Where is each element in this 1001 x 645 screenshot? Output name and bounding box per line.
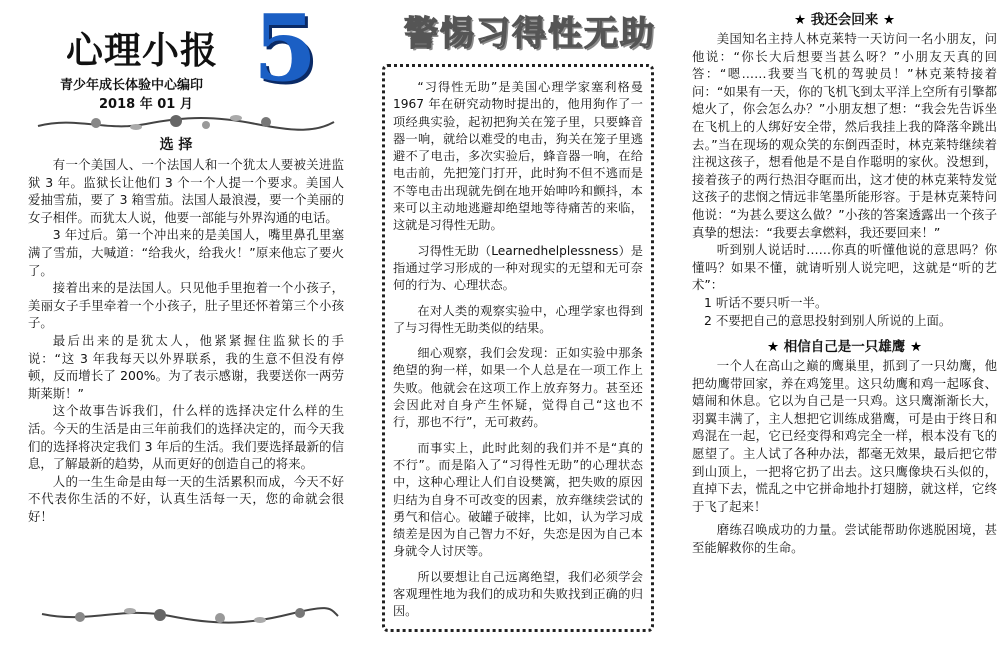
flower-vine-icon [40, 604, 340, 626]
headline: 警惕习得性无助 [404, 14, 656, 54]
masthead-title: 心理小报 [66, 29, 218, 72]
star-icon: ★ [793, 12, 807, 28]
paragraph: 一个人在高山之巅的鹰巢里，抓到了一只幼鹰，他把幼鹰带回家，养在鸡笼里。这只幼鹰和鸡一起啄食、嬉闹和休息。它以为自己是一只鸡。这只鹰渐渐长大，羽翼丰满了，主人想把它训练成猎鹰，可是由于终日和鸡混在一起，它已经变得和鸡完全一样，根本没有飞的愿望了。主人试了各种办法，都毫无效果，最后把它带到山顶上，一把将它扔了出去。这只鹰像块石头似的，直掉下去，慌乱之中它拼命地扑打翅膀，就这样，它终于飞了起来！ [692, 358, 997, 514]
issue-number: 5 [253, 0, 318, 102]
paragraph: 最后出来的是犹太人，他紧紧握住监狱长的手说：“这 3 年我每天以外界联系，我的生意不但没有停顿，反而增长了 200%。为了表示感谢，我要送你一两劳斯莱斯！” [28, 332, 344, 401]
paragraph: 这个故事告诉我们，什么样的选择决定什么样的生活。今天的生活是由三年前我们的选择决定的，而今天我们的选择将决定我们 3 年后的生活。我们要选择最新的信息，了解最新的趋势，从而更好的创造自己的将来。 [28, 403, 344, 472]
paragraph: “习得性无助”是美国心理学家塞利格曼 1967 年在研究动物时提出的，他用狗作了一项经典实验，起初把狗关在笼子里，只要蜂音器一响，就给以难受的电击，狗关在笼子里逃避不了电击，多次实验后，蜂音器一响，在给电击前，先把笼门打开，此时狗不但不逃而是不等电击出现就先倒在地开始呻吟和颤抖，本来可以主动地逃避却绝望地等待痛苦的来临，这就是习得性无助。 [393, 80, 643, 233]
article-choice [28, 156, 344, 525]
list-item: 1 听话不要只听一半。 [704, 294, 828, 310]
list-item: 2 不要把自己的意思投射到别人所说的上面。 [704, 312, 952, 328]
flower-vine-icon [36, 112, 336, 134]
paragraph: 所以要想让自己远离绝望，我们必须学会客观理性地为我们的成功和失败找到正确的归因。 [393, 569, 643, 619]
section-title-come-back [692, 8, 997, 28]
editor-credit: 青少年成长体验中心编印 [60, 78, 204, 93]
paragraph: 接着出来的是法国人。只见他手里抱着一个小孩子，美丽女子手里牵着一个小孩子，肚子里还怀着第三个小孩子。 [28, 280, 344, 331]
star-icon: ★ [766, 339, 780, 356]
paragraph: 听到别人说话时……你真的听懂他说的意思吗？你懂吗？如果不懂，就请听别人说完吧，这就是“听的艺术”： [692, 242, 997, 293]
paragraph: 美国知名主持人林克莱特一天访问一名小朋友，问他说：“你长大后想要当甚么呀？”小朋友天真的回答：“嗯……我要当飞机的驾驶员！”林克莱特接着问：“如果有一天，你的飞机飞到太平洋上空所有引擎都熄火了，你会怎么办？”小朋友想了想：“我会先告诉坐在飞机上的人绑好安全带，然后我挂上我的降落伞跳出去。”当在现场的观众笑的东倒西歪时，林克莱特继续着注视这孩子，想看他是不是自作聪明的家伙。没想到，接着孩子的两行热泪夺眶而出，这才使的林克莱特发觉这孩子的悲悯之情远非笔墨所能形容。于是林克莱特问他说：“为甚么要这么做？”小孩的答案透露出一个孩子真挚的想法：“我要去拿燃料，我还要回来！” [692, 31, 997, 240]
paragraph: 3 年过后。第一个冲出来的是美国人，嘴里鼻孔里塞满了雪茄，大喊道：“给我火，给我火！”原来他忘了要火了。 [28, 227, 344, 278]
paragraph: 习得性无助（Learnedhelplessness）是指通过学习形成的一种对现实的无望和无可奈何的行为、心理状态。 [393, 243, 643, 293]
paragraph: 磨练召唤成功的力量。尝试能帮助你逃脱困境，甚至能解救你的生命。 [692, 522, 997, 556]
paragraph: 细心观察，我们会发现：正如实验中那条绝望的狗一样，如果一个人总是在一项工作上失败。他就会在这项工作上放弃努力。甚至还会因此对自身产生怀疑，觉得自己“这也不行，那也不行”，无可救药。 [393, 346, 643, 430]
paragraph: 在对人类的观察实验中，心理学家也得到了与习得性无助类似的结果。 [393, 303, 643, 335]
dotted-article-box [382, 64, 654, 632]
section-title-eagle [692, 335, 997, 355]
paragraph: 而事实上，此时此刻的我们并不是“真的不行”。而是陷入了“习得性无助”的心理状态中，这种心理让人们自设樊篱，把失败的原因归结为自身不可改变的因素，放弃继续尝试的勇气和信心。破罐子破摔，比如，认为学习成绩差是因为自己智力不好，失恋是因为自己本身就令人讨厌等。 [393, 440, 643, 559]
issue-date: 2018 年 01 月 [99, 97, 193, 112]
section-title-choice: 选 择 [159, 137, 193, 153]
section-title-text: 相信自己是一只雄鹰 [783, 339, 906, 356]
section-title-text: 我还会回来 [810, 12, 879, 28]
paragraph: 人的一生生命是由每一天的生活累积而成，今天不好不代表你生活的不好，认真生活每一天，您的命就会很好！ [28, 473, 344, 524]
star-icon: ★ [909, 339, 923, 356]
star-icon: ★ [882, 12, 896, 28]
paragraph: 有一个美国人、一个法国人和一个犹太人要被关进监狱 3 年。监狱长让他们 3 个一个人提一个要求。美国人爱抽雪茄，要了 3 箱雪茄。法国人最浪漫，要一个美丽的女子相伴。而犹太人说，他要一部能与外界沟通的电话。 [28, 157, 344, 225]
